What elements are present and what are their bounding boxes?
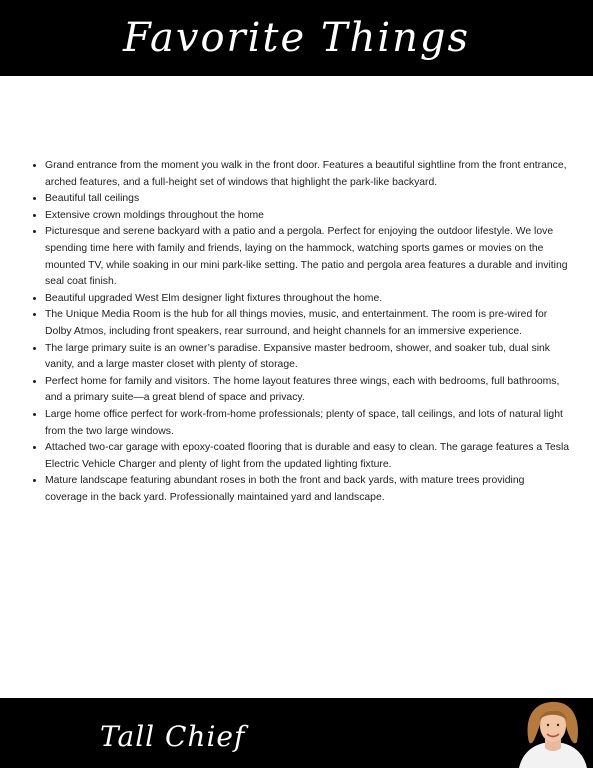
list-item: • Attached two-car garage with epoxy-coated flooring that is durable and easy to clean. The garage features a Tesla Electric Vehicle Charger and plenty of light from the updated lighting fixture.: [45, 440, 570, 473]
list-item: • Extensive crown moldings throughout the home: [45, 208, 570, 225]
avatar: [515, 698, 591, 768]
header-band: [0, 0, 593, 76]
list-item: • Picturesque and serene backyard with a patio and a pergola. Perfect for enjoying the outdoor lifestyle. We love spending time here with family and friends, laying on the hammock, watching sports games or movies on the mounted TV, while soaking in our mini park-like setting. The patio and pergola area features a durable and inviting seal coat finish.: [45, 224, 570, 290]
feature-list: [30, 158, 570, 506]
footer-band: [0, 698, 593, 768]
content-area: [30, 158, 570, 506]
list-item: • Perfect home for family and visitors. The home layout features three wings, each with bedrooms, full bathrooms, and a primary suite—a great blend of space and privacy.: [45, 374, 570, 407]
footer-signature: Tall Chief: [100, 720, 246, 753]
list-item: • Large home office perfect for work-from-home professionals; plenty of space, tall ceilings, and lots of natural light from the two large windows.: [45, 407, 570, 440]
list-item: • The Unique Media Room is the hub for all things movies, music, and entertainment. The room is pre-wired for Dolby Atmos, including front speakers, rear surround, and height channels for an immersive experience.: [45, 307, 570, 340]
person-portrait-icon: [515, 698, 591, 768]
list-item: • Beautiful upgraded West Elm designer light fixtures throughout the home.: [45, 291, 570, 308]
page-title: Favorite Things: [122, 15, 471, 61]
list-item: • Grand entrance from the moment you walk in the front door. Features a beautiful sightline from the front entrance, arched features, and a full-height set of windows that highlight the park-like backyard.: [45, 158, 570, 191]
list-item: • The large primary suite is an owner’s paradise. Expansive master bedroom, shower, and soaker tub, dual sink vanity, and a large master closet with plenty of storage.: [45, 341, 570, 374]
list-item: • Mature landscape featuring abundant roses in both the front and back yards, with mature trees providing coverage in the back yard. Professionally maintained yard and landscape.: [45, 473, 570, 506]
list-item: • Beautiful tall ceilings: [45, 191, 570, 208]
